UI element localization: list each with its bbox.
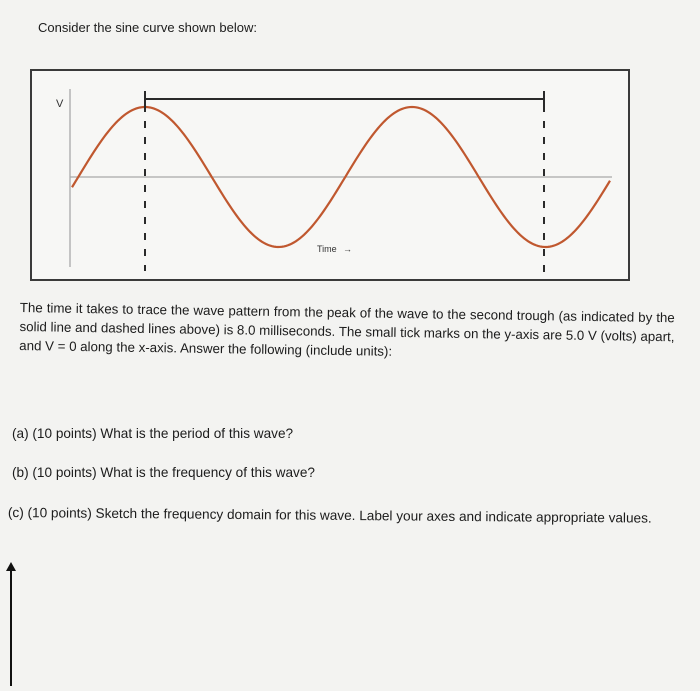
intro-text: Consider the sine curve shown below:: [38, 20, 257, 35]
time-axis-label: Time: [317, 244, 337, 254]
question-a: (a) (10 points) What is the period of this wave?: [12, 426, 294, 441]
y-axis-label: V: [56, 98, 64, 110]
problem-paragraph: The time it takes to trace the wave pattern from the peak of the wave to the second trough (as indicated by the solid line and dashed lines above) is 8.0 milliseconds. The small tick marks on the y-axis are 5.0 V (volts) apart, and V = 0 along the x-axis. Answer the following (include units):: [19, 299, 675, 359]
sine-wave-plot: [32, 71, 632, 283]
time-arrow-icon: →: [343, 244, 352, 254]
question-b: (b) (10 points) What is the frequency of this wave?: [12, 465, 315, 480]
sine-wave-figure: [30, 69, 630, 281]
question-c: (c) (10 points) Sketch the frequency domain for this wave. Label your axes and indicate appropriate values.: [7, 504, 652, 526]
sketch-axis-arrow-icon: [3, 562, 19, 686]
